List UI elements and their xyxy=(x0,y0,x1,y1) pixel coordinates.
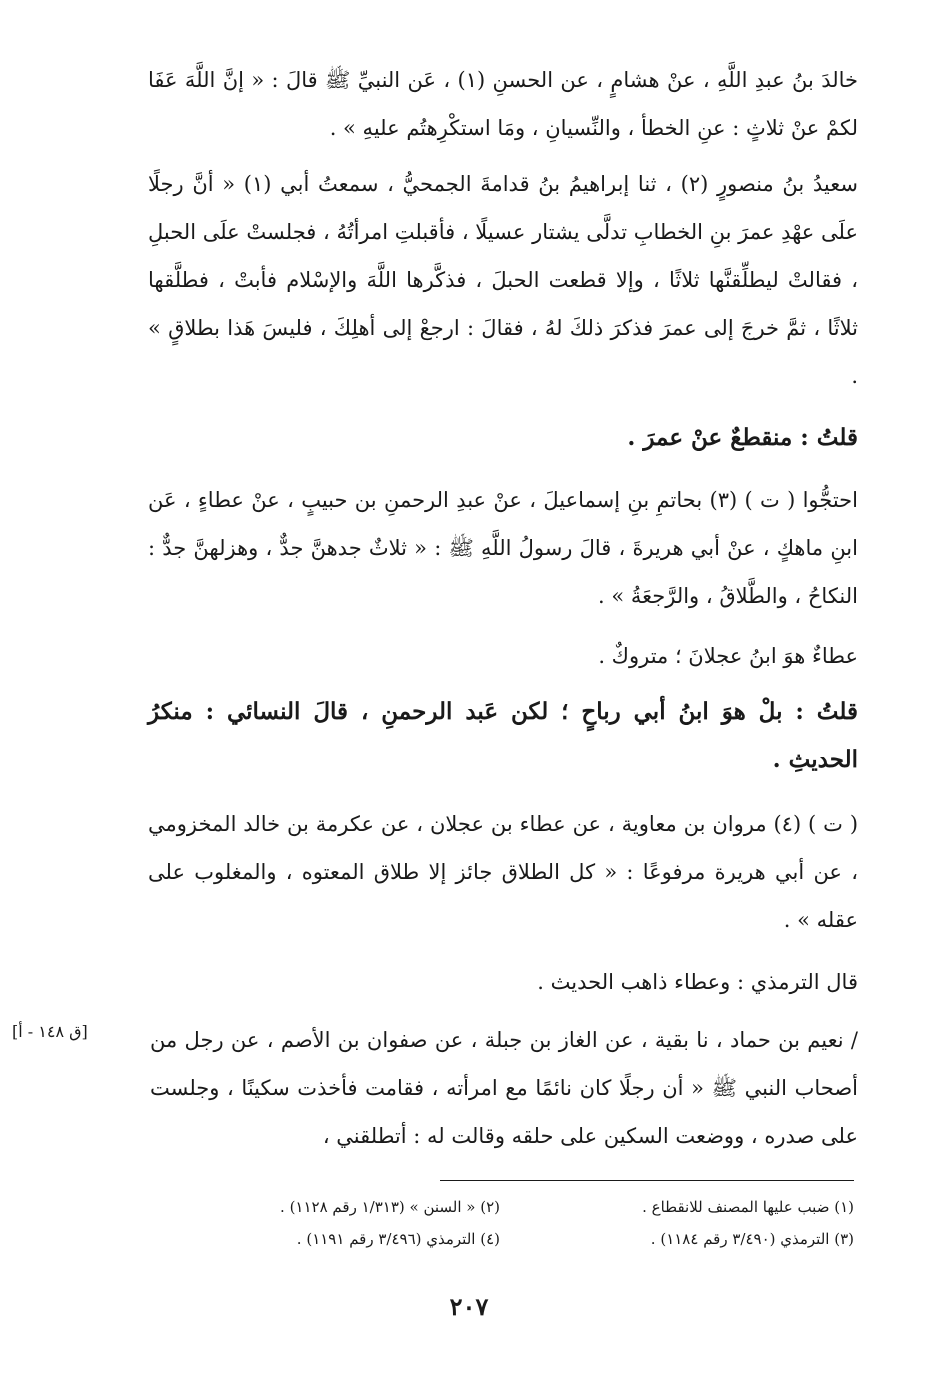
paragraph-6: قلتُ : بلْ هوَ ابنُ أبي رباحٍ ؛ لكن عَبد الرحمنِ ، قالَ النسائي : منكرُ الحديثِ . xyxy=(148,698,858,773)
paragraph-8: قال الترمذي : وعطاء ذاهب الحديث . xyxy=(537,970,858,994)
paragraph-9: / نعيم بن حماد ، نا بقية ، عن الغاز بن جبلة ، عن صفوان بن الأصم ، عن رجل من أصحاب النبي ﷺ « أن رجلًا كان نائمًا مع امرأته ، فقامت فأخذت سكينًا ، وجلست على صدره ، ووضعت السكين على حلقه وقالت له : أتطلقني ، xyxy=(150,1028,858,1148)
footnote-3: (٣) الترمذي (٣/٤٩٠ رقم ١١٨٤) . xyxy=(650,1230,854,1248)
paragraph-3: قلتُ : منقطعٌ عنْ عمرَ . xyxy=(627,424,858,451)
footnote-2: (٢) « السنن » (١/٣١٣ رقم ١١٢٨) . xyxy=(280,1198,500,1216)
page-number: ٢٠٧ xyxy=(449,1292,489,1321)
footnote-4: (٤) الترمذي (٣/٤٩٦ رقم ١١٩١) . xyxy=(296,1230,500,1248)
paragraph-4: احتجُّوا ( ت ) (٣) بحاتمِ بنِ إسماعيلَ ، عنْ عبدِ الرحمنِ بن حبيبٍ ، عنْ عطاءٍ ، عَن ابنِ ماهكٍ ، عنْ أبي هريرةَ ، قالَ رسولُ اللَّهِ ﷺ : « ثلاثٌ جدهنَّ جدٌّ ، وهزلهنَّ جدٌّ : النكاحُ ، والطَّلاقُ ، والرَّجعَةُ » . xyxy=(148,488,858,608)
footnote-1: (١) ضبب عليها المصنف للانقطاع . xyxy=(642,1198,854,1216)
manuscript-folio-note: [ق ١٤٨ - أ] xyxy=(12,1022,88,1041)
paragraph-1: خالدَ بنُ عبدِ اللَّهِ ، عنْ هشامٍ ، عن الحسنِ (١) ، عَن النبيِّ ﷺ قالَ : « إنَّ اللَّهَ عَفَا لكمْ عنْ ثلاثٍ : عنِ الخطأ ، والنِّسيانِ ، ومَا استكْرِهتُم عليهِ » . xyxy=(148,68,859,140)
paragraph-2: سعيدُ بنُ منصورٍ (٢) ، ثنا إبراهيمُ بنُ قدامةَ الجمحيُّ ، سمعتُ أبي (١) « أنَّ رجلًا علَى عهْدِ عمرَ بنِ الخطابِ تدلَّى يشتار عسيلًا ، فأقبلتِ امرأتُهُ ، فجلستْ علَى الحبلِ ، فقالتْ ليطلِّقنَّها ثلاثًا ، وإلا قطعت الحبلَ ، فذكَّرها اللَّهَ والإسْلام فأبتْ ، فطلَّقها ثلاثًا ، ثمَّ خرجَ إلى عمرَ فذكرَ ذلكَ لهُ ، فقالَ : ارجعْ إلى أهلِكَ ، فليسَ هَذا بطلاقٍ » . xyxy=(148,172,858,388)
footnote-separator xyxy=(440,1180,854,1181)
paragraph-7: ( ت ) (٤) مروان بن معاوية ، عن عطاء بن عجلان ، عن عكرمة بن خالد المخزومي ، عن أبي هريرة مرفوعًا : « كل الطلاق جائز إلا طلاق المعتوه ، والمغلوب على عقله » . xyxy=(148,812,859,932)
paragraph-5: عطاءٌ هوَ ابنُ عجلانَ ؛ متروكٌ . xyxy=(598,644,858,668)
